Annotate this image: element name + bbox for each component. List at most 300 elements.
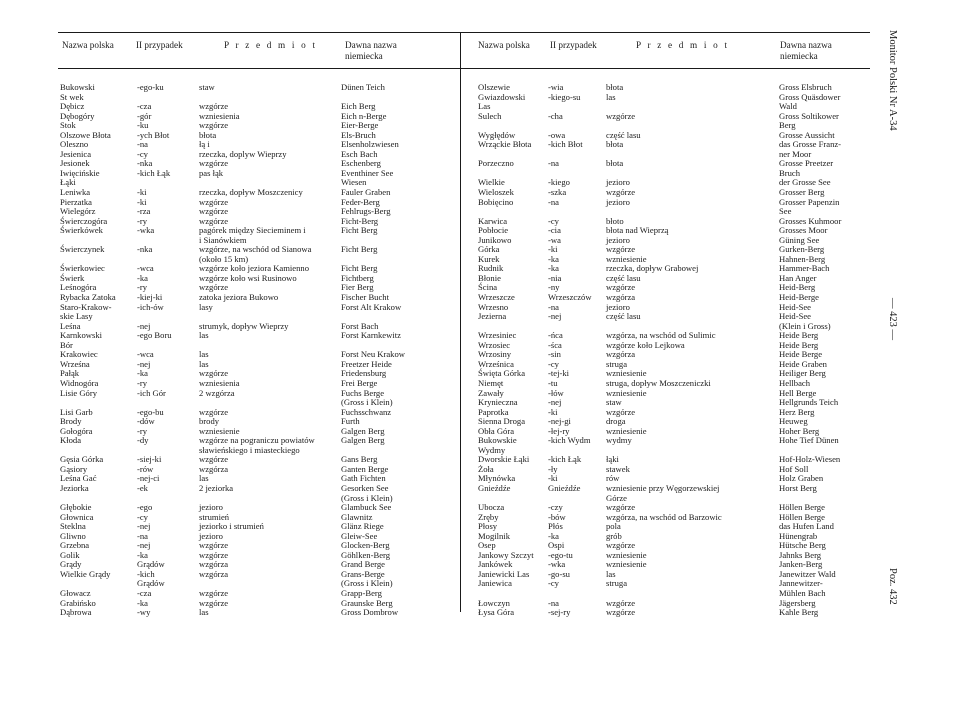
entry-german-name: Freetzer Heide: [341, 358, 392, 369]
entry-name: Bukowskie: [478, 435, 517, 446]
entry-genitive: Ospi: [548, 540, 565, 551]
entry-subject: las: [199, 349, 209, 360]
table-row: [60, 121, 458, 131]
entry-name: Paprotka: [478, 406, 509, 417]
entry-genitive: -kich Błot: [548, 139, 583, 150]
entry-genitive: -wka: [137, 225, 155, 236]
entry-genitive: -bów: [548, 511, 566, 522]
entry-name: Golik: [60, 549, 80, 560]
entry-genitive: -dy: [137, 435, 149, 446]
entry-subject: rzeczka, doplyw Wieprzy: [199, 148, 287, 159]
entry-name: Olszewie: [478, 82, 510, 92]
entry-subject: grób: [606, 530, 622, 541]
entry-name: Wrześnica: [478, 358, 514, 369]
entry-german-name: Bruch: [779, 167, 801, 178]
entry-german-name: Fuchsschwanz: [341, 406, 392, 417]
entry-name: Brody: [60, 416, 82, 427]
entry-german-name: (Klein i Gross): [779, 320, 831, 331]
table-row: [60, 608, 458, 618]
entry-subject: jezioro: [606, 301, 630, 312]
entry-genitive: Grądów: [137, 559, 165, 570]
table-row: [478, 436, 878, 446]
entry-genitive: -tej-ki: [548, 368, 569, 379]
entry-genitive: -ka: [548, 530, 559, 541]
entry-name: Pierzatka: [60, 196, 92, 207]
table-row: [60, 102, 458, 112]
left-table: [60, 83, 458, 618]
entry-name: Las: [478, 101, 491, 112]
entry-name: Karwica: [478, 215, 508, 226]
entry-german-name: Hof-Holz-Wiesen: [779, 454, 841, 465]
entry-subject: wzniesienia: [199, 110, 240, 121]
column-divider: [460, 32, 461, 612]
entry-genitive: -nej-gi: [548, 416, 571, 427]
entry-subject: pola: [606, 521, 621, 532]
entry-genitive: -ły: [548, 463, 558, 474]
entry-name: Świerczynek: [60, 244, 105, 255]
entry-german-name: Grapp-Berg: [341, 587, 382, 598]
entry-genitive: -czy: [548, 502, 563, 513]
entry-genitive: -na: [137, 530, 148, 541]
entry-genitive: -kiego-su: [548, 91, 581, 102]
table-row: [60, 541, 458, 551]
table-row: [60, 474, 458, 484]
entry-genitive: -cy: [137, 148, 148, 159]
entry-german-name: Glänz Riege: [341, 521, 384, 532]
entry-genitive: -kich: [137, 568, 155, 579]
entry-german-name: Fehlrugs-Berg: [341, 206, 391, 217]
entry-name: Jesionek: [60, 158, 90, 169]
entry-name: Głębokie: [60, 502, 92, 513]
entry-name: Jankówek: [478, 559, 513, 570]
entry-subject: lasy: [199, 301, 213, 312]
table-row: [60, 274, 458, 284]
entry-name: Janiewicki Las: [478, 568, 530, 579]
entry-german-name: Grosse Aussicht: [779, 129, 835, 140]
entry-german-name: (Gross i Klein): [341, 492, 393, 503]
table-row: [478, 274, 878, 284]
entry-genitive: -nej: [548, 311, 562, 322]
entry-german-name: Gans Berg: [341, 454, 378, 465]
entry-german-name: Hof Soll: [779, 463, 809, 474]
entry-german-name: Göhlken-Berg: [341, 549, 391, 560]
entry-subject: wzgórza: [199, 559, 229, 570]
entry-subject: stawek: [606, 463, 630, 474]
table-row: [60, 303, 458, 313]
header-subject-right: P r z e d m i o t: [636, 40, 730, 50]
entry-name: Rudnik: [478, 263, 504, 274]
entry-name: Wrzosiec: [478, 339, 511, 350]
entry-genitive: -rza: [137, 206, 151, 217]
entry-genitive: -ńca: [548, 330, 563, 341]
entry-name: Bór: [60, 339, 73, 350]
entry-german-name: Frei Berge: [341, 377, 378, 388]
entry-german-name: Herz Berg: [779, 406, 815, 417]
entry-genitive: -owa: [548, 129, 566, 140]
table-row: [478, 293, 878, 303]
entry-genitive: -gór: [137, 110, 152, 121]
entry-german-name: Hellgrunds Teich: [779, 397, 839, 408]
page-number: — 423 —: [887, 298, 898, 340]
table-row: [478, 198, 878, 208]
entry-subject: i Sianówkiem: [199, 234, 247, 245]
entry-german-name: Grosses Moor: [779, 225, 828, 236]
table-row: [60, 350, 458, 360]
entry-subject: wzgórze: [199, 196, 229, 207]
entry-name: Gęsia Górka: [60, 454, 104, 465]
table-row: [478, 408, 878, 418]
entry-german-name: Gross Dombrow: [341, 607, 399, 618]
entry-genitive: -ego-bu: [137, 406, 164, 417]
table-row: [60, 83, 458, 93]
entry-genitive: -łej-ry: [548, 425, 570, 436]
header-old-name-left-2: niemiecka: [345, 51, 383, 61]
entry-genitive: -na: [137, 139, 148, 150]
table-row: [60, 207, 458, 217]
entry-name: Łąki: [60, 177, 76, 188]
entry-genitive: -ki: [548, 406, 558, 417]
entry-subject: wzgórze: [199, 454, 229, 465]
entry-subject: zatoka jeziora Bukowo: [199, 292, 279, 303]
entry-name: Leśnogóra: [60, 282, 97, 293]
entry-subject: brody: [199, 416, 220, 427]
entry-subject: rzeczka, dopływ Moszczenicy: [199, 187, 303, 198]
entry-german-name: Ficht Berg: [341, 225, 378, 236]
entry-german-name: Wald: [779, 101, 797, 112]
entry-subject: wzniesienie: [606, 559, 647, 570]
table-row: [478, 264, 878, 274]
entry-german-name: Hohe Tief Dünen: [779, 435, 839, 446]
entry-name: Wrześna: [60, 358, 90, 369]
entry-name: Wielkie: [478, 177, 505, 188]
entry-name: Leśna Gać: [60, 473, 97, 484]
entry-name: Lisi Garb: [60, 406, 93, 417]
entry-name: Dębogóry: [60, 110, 95, 121]
entry-subject: wzgórze: [199, 215, 229, 226]
entry-name: Rybacka Zatoka: [60, 292, 116, 303]
entry-german-name: Horst Berg: [779, 482, 817, 493]
header-old-name-right: Dawna nazwa: [780, 40, 832, 50]
entry-subject: sławieńskiego i miasteckiego: [199, 444, 300, 455]
table-row: [60, 198, 458, 208]
entry-german-name: (Gross i Klein): [341, 578, 393, 589]
entry-name: Zawały: [478, 387, 504, 398]
entry-genitive: Gnieźdźe: [548, 482, 581, 493]
entry-genitive: -nej: [137, 540, 151, 551]
entry-subject: wzgórza: [199, 568, 229, 579]
entry-genitive: -cy: [548, 578, 559, 589]
entry-name: Wrzesiniec: [478, 330, 517, 341]
entry-german-name: Heid-See: [779, 301, 811, 312]
entry-name: Krakowiec: [60, 349, 98, 360]
table-row: [60, 408, 458, 418]
table-row: [60, 226, 458, 236]
entry-subject: las: [199, 358, 209, 369]
table-row: [60, 417, 458, 427]
entry-genitive: -nej: [548, 397, 562, 408]
entry-genitive: Wrzeszczów: [548, 292, 592, 303]
entry-name: Leśna: [60, 320, 81, 331]
entry-german-name: Heide Berg: [779, 330, 819, 341]
entry-genitive: -ego-ku: [137, 82, 164, 92]
entry-genitive: -ka: [548, 253, 559, 264]
entry-german-name: Forst Bach: [341, 320, 379, 331]
entry-name: Wieloszek: [478, 187, 514, 198]
entry-genitive: -nia: [548, 272, 562, 283]
table-row: [60, 551, 458, 561]
entry-name: Grzebna: [60, 540, 90, 551]
entry-german-name: ner Moor: [779, 148, 812, 159]
entry-genitive: -łów: [548, 387, 564, 398]
entry-german-name: Elsenholzwiesen: [341, 139, 399, 150]
right-table: [478, 83, 878, 618]
entry-german-name: Ficht-Berg: [341, 215, 379, 226]
entry-name: Jeziorka: [60, 482, 89, 493]
entry-german-name: Eich n-Berge: [341, 110, 387, 121]
entry-subject: wzgórze: [606, 187, 636, 198]
entry-german-name: Gross Soltikower: [779, 110, 839, 121]
table-row: [60, 579, 458, 589]
entry-genitive: -ka: [548, 263, 559, 274]
entry-subject: wzgórze: [199, 158, 229, 169]
entry-genitive: -ry: [137, 282, 148, 293]
entry-genitive: -ki: [548, 473, 558, 484]
entry-subject: droga: [606, 416, 626, 427]
entry-subject: jezioro: [199, 502, 223, 513]
entry-name: Łysa Góra: [478, 607, 515, 618]
entry-genitive: -nej: [137, 320, 151, 331]
entry-german-name: Güning See: [779, 234, 820, 245]
header-name-right: Nazwa polska: [478, 40, 530, 50]
entry-name: Płosy: [478, 521, 498, 532]
header-case-right: II przypadek: [550, 40, 597, 50]
entry-name: Dąbrowa: [60, 607, 92, 618]
entry-german-name: Hell Berge: [779, 387, 817, 398]
entry-subject: błota nad Wieprzą: [606, 225, 669, 236]
entry-german-name: Fichtberg: [341, 272, 374, 283]
entry-subject: wzgórze: [606, 597, 636, 608]
header-subject-left: P r z e d m i o t: [224, 40, 318, 50]
entry-subject: wzniesienie: [606, 253, 647, 264]
entry-name: Krynieczna: [478, 397, 518, 408]
entry-german-name: Holz Graben: [779, 473, 824, 484]
table-row: [478, 398, 878, 408]
table-row: [60, 455, 458, 465]
entry-name: Świerk: [60, 272, 85, 283]
table-row: [60, 188, 458, 198]
entry-name: Świerkowiec: [60, 263, 105, 274]
entry-german-name: Glambuck See: [341, 502, 392, 513]
entry-genitive: -na: [548, 158, 559, 169]
entry-subject: 2 jeziorka: [199, 482, 234, 493]
entry-genitive: -cy: [137, 511, 148, 522]
table-row: [60, 379, 458, 389]
entry-name: Kurek: [478, 253, 500, 264]
table-row: [60, 398, 458, 408]
entry-german-name: Ganten Berge: [341, 463, 389, 474]
entry-german-name: Ficht Berg: [341, 244, 378, 255]
entry-subject: struga: [606, 578, 628, 589]
entry-subject: staw: [199, 82, 215, 92]
entry-german-name: Fuchs Berge: [341, 387, 385, 398]
entry-genitive: -wka: [548, 559, 566, 570]
table-row: [478, 608, 878, 618]
entry-subject: wzgórze: [606, 244, 636, 255]
entry-name: Osep: [478, 540, 496, 551]
entry-genitive: -sin: [548, 349, 561, 360]
entry-subject: pas łąk: [199, 167, 224, 178]
entry-name: Wrzeszcze: [478, 292, 515, 303]
entry-german-name: Graunske Berg: [341, 597, 393, 608]
entry-german-name: Heid-Berge: [779, 292, 819, 303]
entry-genitive: -ki: [137, 187, 147, 198]
entry-genitive: -ych Błot: [137, 129, 170, 140]
entry-german-name: Grans-Berge: [341, 568, 385, 579]
entry-genitive: -tu: [548, 377, 558, 388]
entry-genitive: -wca: [137, 349, 154, 360]
entry-genitive: -nej-ci: [137, 473, 160, 484]
table-row: [478, 379, 878, 389]
entry-genitive: -ka: [137, 597, 148, 608]
entry-name: Łowczyn: [478, 597, 510, 608]
entry-name: Stok: [60, 120, 76, 131]
entry-german-name: Ficht Berg: [341, 263, 378, 274]
entry-genitive: -na: [548, 597, 559, 608]
entry-subject: wzgórze: [606, 110, 636, 121]
entry-name: Staro-Krakow-: [60, 301, 112, 312]
table-row: [60, 522, 458, 532]
entry-name: Gnieźdźe: [478, 482, 511, 493]
header-case-left: II przypadek: [136, 40, 183, 50]
entry-name: Leniwka: [60, 187, 91, 198]
entry-subject: wzgórze: [199, 120, 229, 131]
entry-genitive: -kiej-ki: [137, 292, 163, 303]
entry-german-name: Heid-See: [779, 311, 811, 322]
entry-subject: wzgórze: [606, 607, 636, 618]
entry-genitive: Płós: [548, 521, 563, 532]
entry-german-name: Kahle Berg: [779, 607, 819, 618]
entry-name: Niemęt: [478, 377, 504, 388]
entry-subject: błota: [199, 129, 217, 140]
entry-name: Oleszno: [60, 139, 89, 150]
header-top-rule: [58, 32, 870, 33]
entry-german-name: Heuweg: [779, 416, 808, 427]
entry-genitive: -na: [548, 301, 559, 312]
entry-subject: błoto: [606, 215, 624, 226]
entry-subject: wzgórza, na wschód od Sulimic: [606, 330, 716, 341]
entry-german-name: Friedensburg: [341, 368, 387, 379]
entry-genitive: -ich Gór: [137, 387, 166, 398]
table-row: [60, 245, 458, 255]
entry-genitive: Grądów: [137, 578, 165, 589]
header-bottom-rule: [58, 68, 870, 69]
entry-name: Wrząckie Błota: [478, 139, 532, 150]
entry-subject: strumyk, dopływ Wieprzy: [199, 320, 289, 331]
entry-subject: struga: [606, 358, 628, 369]
entry-subject: błota: [606, 139, 624, 150]
entry-name: St wek: [60, 91, 84, 102]
entry-german-name: Forst Karnkewitz: [341, 330, 401, 341]
entry-name: Widnogóra: [60, 377, 99, 388]
entry-genitive: -ry: [137, 215, 148, 226]
entry-genitive: -kiego: [548, 177, 570, 188]
entry-subject: rzeczka, dopływ Grabowej: [606, 263, 699, 274]
entry-german-name: Höllen Berge: [779, 502, 825, 513]
position-number: Poz. 432: [887, 568, 898, 605]
entry-genitive: -ki: [548, 244, 558, 255]
entry-name: Głownica: [60, 511, 94, 522]
entry-german-name: Glawnitz: [341, 511, 373, 522]
entry-name: Steklna: [60, 521, 86, 532]
entry-german-name: Hoher Berg: [779, 425, 820, 436]
entry-name: Żoła: [478, 463, 494, 474]
table-row: [478, 112, 878, 122]
entry-subject: 2 wzgórza: [199, 387, 235, 398]
table-row: [60, 112, 458, 122]
entry-german-name: Gath Fichten: [341, 473, 386, 484]
entry-subject: wzgórze koło wsi Rusinowo: [199, 272, 297, 283]
entry-name: Gąsiory: [60, 463, 88, 474]
entry-subject: las: [606, 568, 616, 579]
entry-german-name: Grand Berge: [341, 559, 385, 570]
entry-subject: jezioro: [606, 196, 630, 207]
entry-name: Dworskie Łąki: [478, 454, 530, 465]
entry-german-name: Hammer-Bach: [779, 263, 830, 274]
entry-genitive: -cha: [548, 110, 563, 121]
entry-german-name: der Grosse See: [779, 177, 831, 188]
entry-subject: wzgórze: [606, 282, 636, 293]
entry-subject: las: [606, 91, 616, 102]
entry-subject: wydmy: [606, 435, 632, 446]
table-row: [478, 522, 878, 532]
entry-german-name: Hellbach: [779, 377, 811, 388]
entry-genitive: -szka: [548, 187, 567, 198]
entry-subject: wzgórze: [199, 282, 229, 293]
entry-subject: wzgórze: [199, 101, 229, 112]
entry-german-name: Berg: [779, 120, 796, 131]
entry-subject: łąki: [606, 454, 619, 465]
entry-subject: wzgórze: [606, 540, 636, 551]
entry-name: Głowacz: [60, 587, 91, 598]
entry-subject: wzgórze: [199, 597, 229, 608]
header-old-name-left: Dawna nazwa: [345, 40, 397, 50]
entry-subject: błota: [606, 158, 624, 169]
entry-name: Kłoda: [60, 435, 82, 446]
entry-german-name: Jahnks Berg: [779, 549, 822, 560]
entry-name: Górka: [478, 244, 500, 255]
entry-name: Młynówka: [478, 473, 516, 484]
entry-name: Gwiazdowski: [478, 91, 526, 102]
entry-german-name: das Hufen Land: [779, 521, 834, 532]
table-row: [478, 159, 878, 169]
entry-subject: wzgórze: [606, 406, 636, 417]
entry-genitive: -ego: [137, 502, 153, 513]
entry-german-name: Han Anger: [779, 272, 817, 283]
entry-genitive: -ego Boru: [137, 330, 172, 341]
table-row: [60, 532, 458, 542]
entry-german-name: Fier Berg: [341, 282, 374, 293]
entry-subject: jezioro: [199, 530, 223, 541]
entry-german-name: Eier-Berge: [341, 120, 379, 131]
entry-german-name: Mühlen Bach: [779, 587, 826, 598]
entry-genitive: -cia: [548, 225, 561, 236]
table-row: [478, 93, 878, 103]
entry-genitive: -śca: [548, 339, 562, 350]
table-row: [60, 93, 458, 103]
entry-german-name: das Grosse Franz-: [779, 139, 842, 150]
entry-genitive: -nej: [137, 521, 151, 532]
table-row: [478, 599, 878, 609]
